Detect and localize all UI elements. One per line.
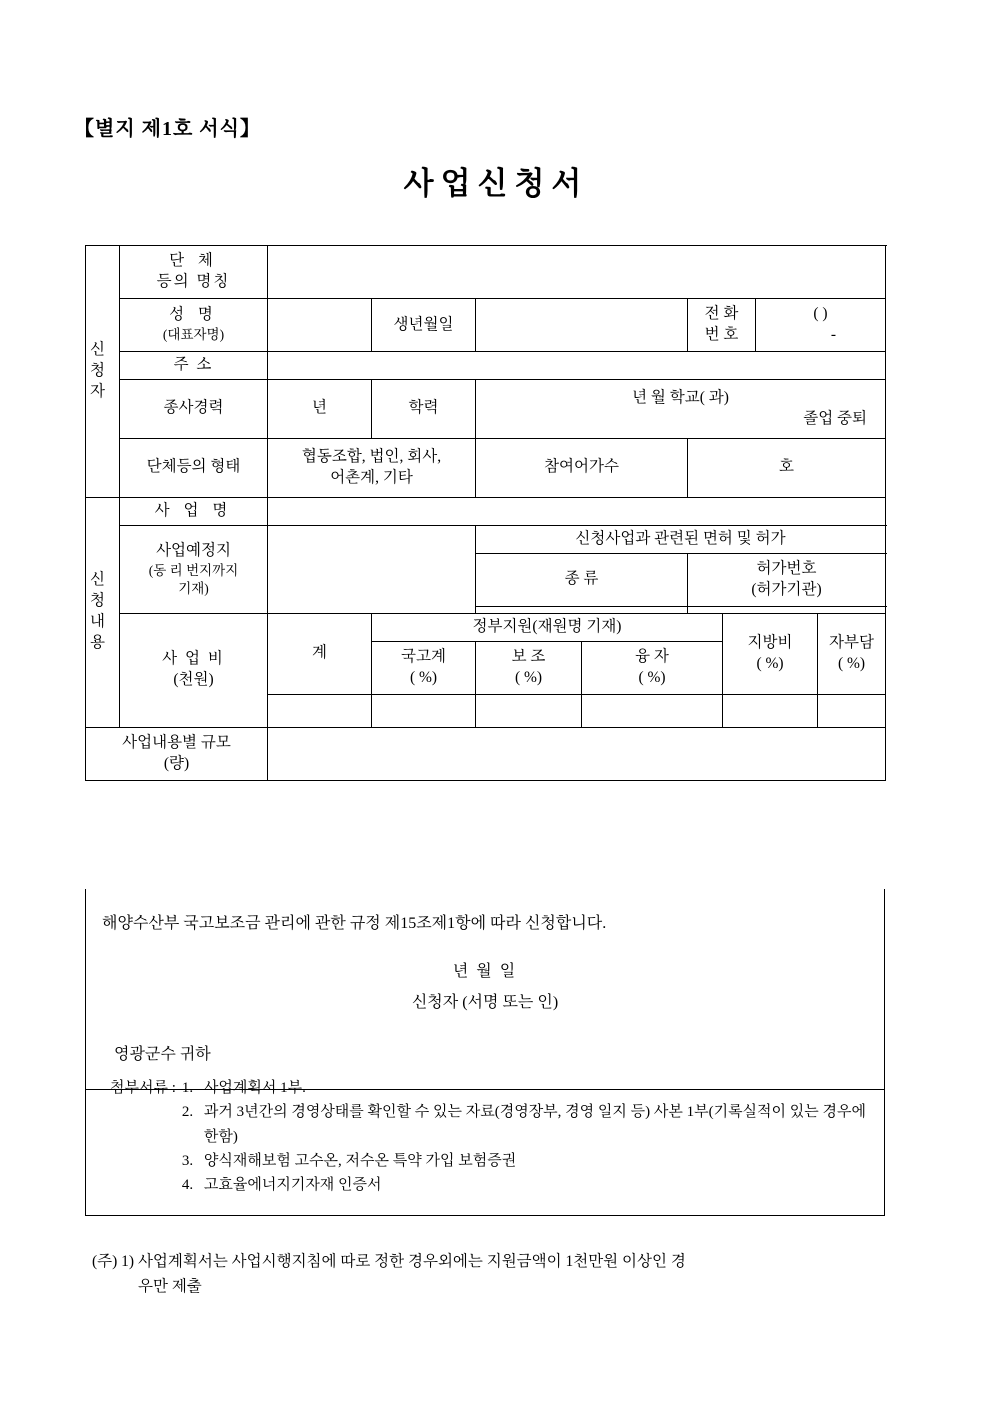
org-type-label: 단체등의 형태 [120, 438, 268, 497]
list-item [182, 1076, 868, 1100]
gov-support-header: 정부지원(재원명 기재) [372, 613, 723, 641]
cost-self-value[interactable] [818, 694, 886, 727]
table-row [86, 497, 886, 525]
cost-total-value[interactable] [268, 694, 372, 727]
cost-subsidy-value[interactable] [476, 694, 582, 727]
attachment-number: 1. [181, 1080, 194, 1096]
table-row [86, 613, 886, 641]
org-type-value[interactable]: 협동조합, 법인, 회사, 어촌계, 기타 [268, 438, 476, 497]
career-label: 종사경력 [120, 379, 268, 438]
attachments-list [182, 1076, 868, 1197]
statement-text: 해양수산부 국고보조금 관리에 관한 규정 제15조제1항에 따라 신청합니다. [102, 915, 607, 932]
education-label: 학력 [372, 379, 476, 438]
statement-signer: 신청자 (서명 또는 인) [411, 994, 559, 1012]
table-row [86, 299, 886, 352]
cost-national-value[interactable] [372, 694, 476, 727]
name-value[interactable] [268, 299, 372, 352]
gov-item-subsidy-label: 보 조 ( %) [476, 641, 582, 694]
phone-label: 전 화 번 호 [688, 299, 756, 352]
birth-value[interactable] [476, 299, 688, 352]
attachment-number: 4. [181, 1177, 194, 1194]
application-form-table [85, 245, 886, 781]
table-row [86, 379, 886, 438]
license-type-label: 종 류 [476, 553, 688, 606]
scale-label: 사업내용별 규모 (량) [86, 727, 268, 780]
project-name-label: 사 업 명 [120, 497, 268, 525]
address-value[interactable] [268, 352, 886, 380]
table-row [86, 525, 886, 553]
cost-label: 사 업 비 (천원) [120, 613, 268, 727]
attachment-text: 사업계획서 1부. [203, 1080, 306, 1096]
phone-value[interactable]: ( ) - [756, 299, 886, 352]
table-row [86, 246, 886, 299]
cost-local-value[interactable] [723, 694, 818, 727]
gov-item-loan-label: 융 자 ( %) [582, 641, 723, 694]
list-item [182, 1100, 868, 1149]
self-fund-label: 자부담 ( %) [818, 613, 886, 694]
attachment-number: 2. [181, 1104, 194, 1121]
license-header: 신청사업과 관련된 면허 및 허가 [476, 525, 886, 553]
attachment-text: 고효율에너지기자재 인증서 [203, 1177, 382, 1194]
table-row [86, 438, 886, 497]
site-label: 사업예정지 (동 리 번지까지 기재) [120, 525, 268, 613]
license-number-label: 허가번호 (허가기관) [688, 553, 886, 606]
footnote-line-1: (주) 1) 사업계획서는 사업시행지침에 따로 정한 경우외에는 지원금액이 1천만원 이상인 경 [92, 1253, 686, 1270]
footnote-line-2: 우만 제출 [138, 1277, 202, 1295]
scale-value[interactable] [268, 727, 886, 780]
career-value[interactable]: 년 [268, 379, 372, 438]
footnote [92, 1250, 912, 1300]
birth-label: 생년월일 [372, 299, 476, 352]
attachments-label: 첨부서류 : [110, 1080, 176, 1096]
license-number-value[interactable] [688, 606, 886, 613]
list-item [182, 1149, 868, 1173]
participants-label: 참여어가수 [476, 438, 688, 497]
attachment-text: 양식재해보험 고수온, 저수온 특약 가입 보험증권 [203, 1152, 517, 1169]
form-tag: 【별지 제1호 서식】 [74, 118, 261, 140]
local-fund-label: 지방비 ( %) [723, 613, 818, 694]
applicant-section-label: 신청자 [86, 246, 120, 498]
statement-recipient: 영광군수 귀하 [114, 1045, 211, 1063]
attachment-text: 과거 3년간의 경영상태를 확인할 수 있는 자료(경영장부, 경영 일지 등) 사본 1부(기록실적이 있는 경우에 한함) [203, 1104, 866, 1145]
org-name-label: 단 체 등의 명칭 [120, 246, 268, 299]
project-name-value[interactable] [268, 497, 886, 525]
education-value[interactable]: 년 월 학교( 과) 졸업 중퇴 [476, 379, 886, 438]
org-name-value[interactable] [268, 246, 886, 299]
attachments-block [85, 1060, 885, 1216]
business-section-label: 신청내용 [86, 497, 120, 727]
cost-loan-value[interactable] [582, 694, 723, 727]
license-type-value[interactable] [476, 606, 688, 613]
list-item [182, 1173, 868, 1197]
cost-total-label: 계 [268, 613, 372, 694]
attachment-number: 3. [181, 1152, 194, 1169]
page-title: 사업신청서 [403, 166, 589, 201]
gov-item-national-label: 국고계 ( %) [372, 641, 476, 694]
participants-value[interactable]: 호 [688, 438, 886, 497]
site-value[interactable] [268, 525, 476, 613]
statement-date: 년 월 일 [452, 962, 518, 980]
table-row [86, 352, 886, 380]
table-row [86, 727, 886, 780]
name-label: 성 명 (대표자명) [120, 299, 268, 352]
address-label: 주 소 [120, 352, 268, 380]
